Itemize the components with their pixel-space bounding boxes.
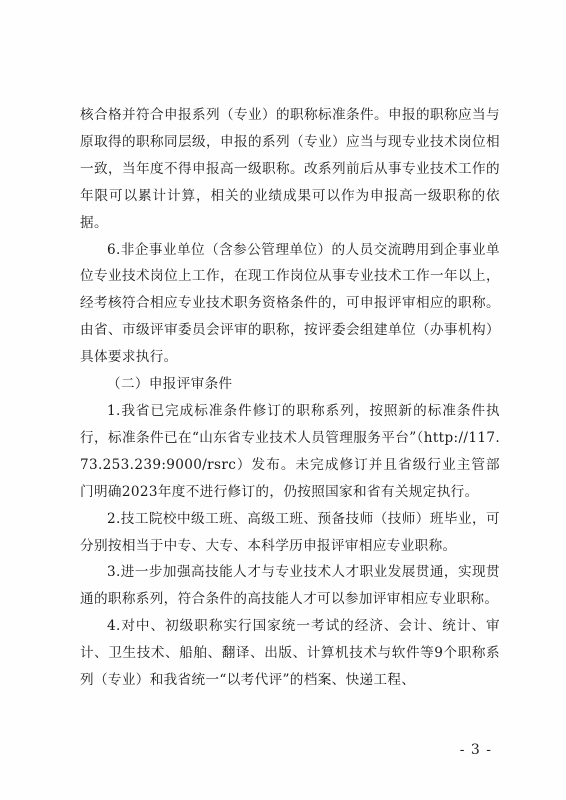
paragraph-continued: 核合格并符合申报系列（专业）的职称标准条件。申报的职称应当与原取得的职称同层级，申报的系列（专业）应当与现专业技术岗位相一致，当年度不得申报高一级职称。改系列前后从事专业技术工作的年限可以累计计算，相关的业绩成果可以作为申报高一级职称的依据。 [80, 107, 500, 231]
page-number: - 3 - [459, 742, 492, 758]
paragraph-condition-1: 1.我省已完成标准条件修订的职称系列，按照新的标准条件执行，标准条件已在“山东省专业技术人员管理服务平台”（http://117.73.253.239:9000/rsrc）发布。未完成修订并且省级行业主管部门明确2023年度不进行修订的，仍按照国家和省有关规定执行。 [80, 402, 500, 500]
section-heading-application-conditions: （二）申报评审条件 [107, 376, 233, 393]
paragraph-condition-2: 2.技工院校中级工班、高级工班、预备技师（技师）班毕业，可分别按相当于中专、大专、本科学历申报评审相应专业职称。 [80, 510, 500, 554]
body-text [80, 102, 500, 694]
paragraph-item-6: 6.非企事业单位（含参公管理单位）的人员交流聘用到企事业单位专业技术岗位上工作，在现工作岗位从事专业技术工作一年以上，经考核符合相应专业技术职务资格条件的，可申报评审相应的职称。由省、市级评审委员会评审的职称，按评委会组建单位（办事机构）具体要求执行。 [80, 241, 500, 366]
paragraph-condition-4: 4.对中、初级职称实行国家统一考试的经济、会计、统计、审计、卫生技术、船舶、翻译、出版、计算机技术与软件等9个职称系列（专业）和我省统一“以考代评”的档案、快递工程、 [80, 618, 500, 689]
paragraph-condition-3: 3.进一步加强高技能人才与专业技术人才职业发展贯通，实现贯通的职称系列，符合条件的高技能人才可以参加评审相应专业职称。 [80, 564, 500, 608]
